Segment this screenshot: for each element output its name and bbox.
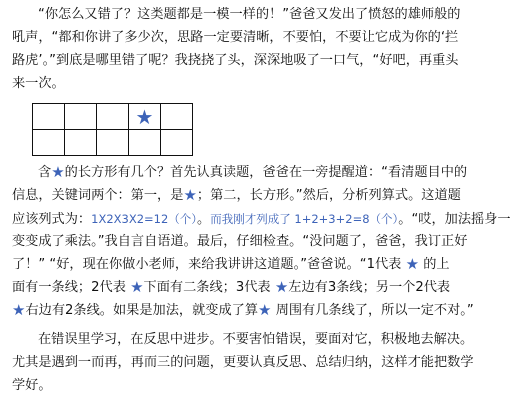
formula-correct: 1X2X3X2=12（个） (91, 212, 198, 226)
grid-cell (65, 104, 97, 130)
text: 右边有2条线。如果是加法，就变成了算 (25, 303, 259, 318)
paragraph-1-line-2: 吼声，“都和你讲了多少次，思路一定要清晰，不要怕，不要让它成为你的‘拦 (12, 30, 459, 45)
grid-cell (129, 130, 161, 156)
star-icon: ★ (135, 104, 154, 129)
paragraph-1-line-1 (12, 4, 461, 26)
paragraph-2-line-7 (12, 300, 474, 322)
grid-cell (97, 130, 129, 156)
text: 的上 (423, 257, 450, 272)
text: 的长方形有几个？首先认真读题，爸爸在一旁提醒道：“看清题目中的 (64, 165, 468, 180)
star-icon: ★ (12, 301, 26, 319)
text: 左边有3条线；另一个2代表 (288, 280, 451, 295)
paragraph-2-line-6 (12, 277, 451, 299)
star-icon: ★ (130, 278, 144, 296)
star-icon: ★ (258, 301, 272, 319)
star-icon: ★ (51, 163, 65, 181)
paragraph-2-line-5 (12, 254, 448, 276)
paragraph-2-line-4: 变变成了乘法。”我自言自语道。最后，仔细检查。“没问题了，爸爸，我订正好 (12, 234, 468, 249)
star-icon: ★ (405, 255, 420, 273)
text: ；第二，长方形。”然后，分析列算式。这道题 (196, 188, 461, 203)
paragraph-3-line-1 (12, 329, 474, 351)
grid-cell (33, 130, 65, 156)
text: 周围有几条线了，所以一定不对。” (275, 303, 474, 318)
paragraph-1-line-4: 来一次。 (12, 76, 65, 91)
paragraph-2-line-1 (12, 162, 468, 184)
grid-cell (65, 130, 97, 156)
text: 。“哎，加法摇身一 (398, 212, 511, 227)
text: 下面有二条线；3代表 (143, 280, 271, 295)
text: 了！” “好，现在你做小老师，来给我讲讲这道题。”爸爸说。“1代表 (12, 257, 402, 272)
grid-cell (33, 104, 65, 130)
text: 信息，关键词两个：第一，是 (12, 188, 184, 203)
star-icon: ★ (183, 186, 197, 204)
formula-wrong: 而我刚才列成了 1+2+3+2=8（个） (210, 212, 399, 226)
grid-cell (161, 104, 193, 130)
rectangle-grid-figure (32, 103, 193, 156)
text: 应该列式为： (12, 212, 92, 227)
paragraph-2-line-2 (12, 185, 461, 207)
grid-cell (97, 104, 129, 130)
grid-cell (129, 104, 161, 130)
grid-cell (161, 130, 193, 156)
paragraph-3-line-2: 尤其是遇到一而再，再而三的问题，更要认真反思、总结归纳，这样才能把数学 (12, 355, 474, 370)
paragraph-3-line-3: 学好。 (12, 378, 52, 393)
paragraph-1-line-3: 路虎’。”到底是哪里错了呢？我挠挠了头，深深地吸了一口气，“好吧，再重头 (12, 53, 459, 68)
text: “你怎么又错了？这类题都是一模一样的！”爸爸又发出了愤怒的雄师般的 (38, 7, 461, 22)
star-icon: ★ (274, 278, 289, 296)
text: 。 (197, 212, 211, 227)
paragraph-2-line-3 (12, 208, 511, 230)
text: 在错误里学习，在反思中进步。不要害怕错误，要面对它，积极地去解决。 (38, 332, 474, 347)
text: 面有一条线；2代表 (12, 280, 126, 295)
text: 含 (38, 165, 52, 180)
